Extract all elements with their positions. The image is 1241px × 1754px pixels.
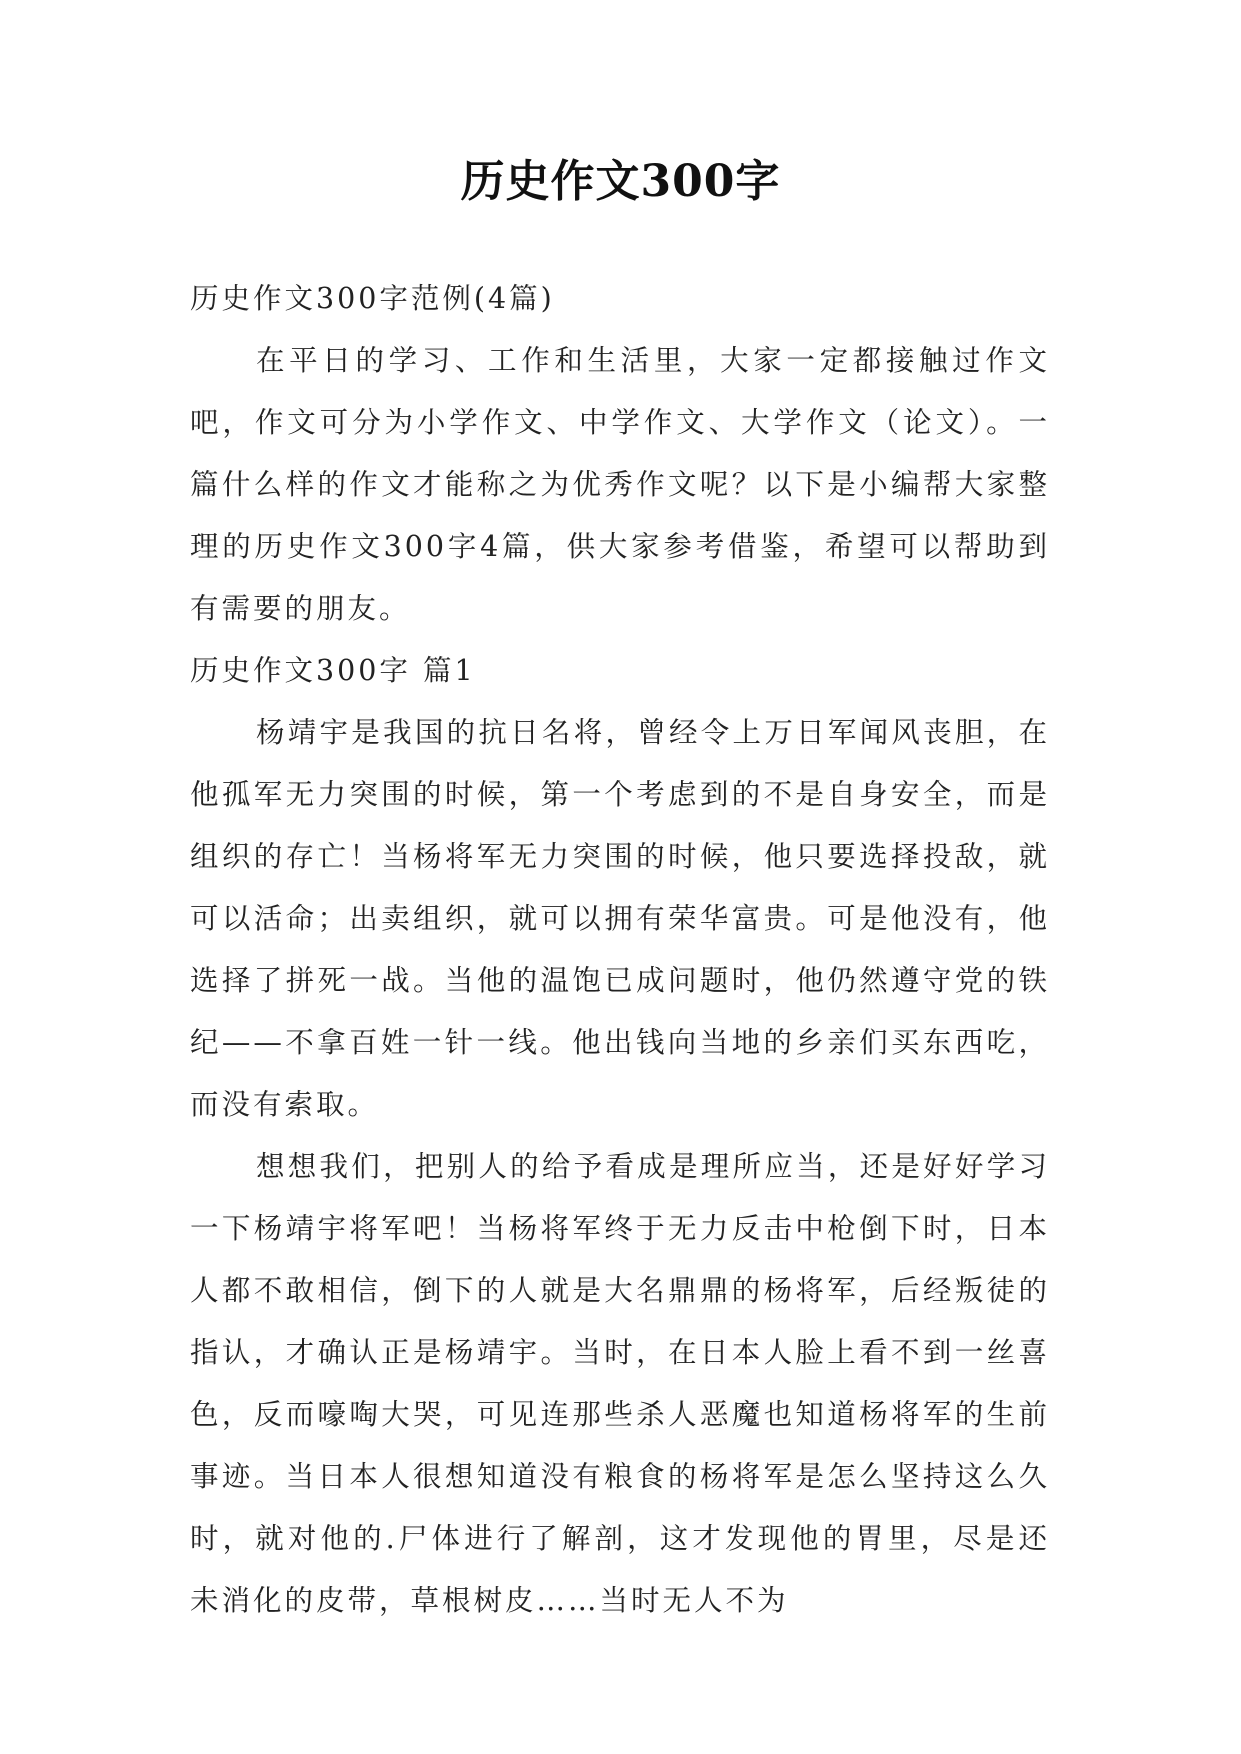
document-subtitle: 历史作文300字范例(4篇) [190, 282, 555, 315]
body-paragraph: 想想我们，把别人的给予看成是理所应当，还是好好学习一下杨靖宇将军吧！当杨将军终于无力反击中枪倒下时，日本人都不敢相信，倒下的人就是大名鼎鼎的杨将军，后经叛徒的指认，才确认正是杨靖宇。当时，在日本人脸上看不到一丝喜色，反而嚎啕大哭，可见连那些杀人恶魔也知道杨将军的生前事迹。当日本人很想知道没有粮食的杨将军是怎么坚持这么久时，就对他的.尸体进行了解剖，这才发现他的胃里，尽是还未消化的皮带，草根树皮……当时无人不为 [190, 1150, 1050, 1617]
body-paragraph: 杨靖宇是我国的抗日名将，曾经令上万日军闻风丧胆，在他孤军无力突围的时候，第一个考虑到的不是自身安全，而是组织的存亡！当杨将军无力突围的时候，他只要选择投敌，就可以活命；出卖组织，就可以拥有荣华富贵。可是他没有，他选择了拼死一战。当他的温饱已成问题时，他仍然遵守党的铁纪——不拿百姓一针一线。他出钱向当地的乡亲们买东西吃，而没有索取。 [190, 716, 1050, 1121]
intro-paragraph: 在平日的学习、工作和生活里，大家一定都接触过作文吧，作文可分为小学作文、中学作文、大学作文（论文）。一篇什么样的作文才能称之为优秀作文呢？以下是小编帮大家整理的历史作文300字4篇，供大家参考借鉴，希望可以帮助到有需要的朋友。 [190, 344, 1050, 625]
document-title: 历史作文300字 [460, 156, 781, 207]
section-heading: 历史作文300字 篇1 [190, 654, 476, 687]
document-body [190, 268, 1050, 1632]
